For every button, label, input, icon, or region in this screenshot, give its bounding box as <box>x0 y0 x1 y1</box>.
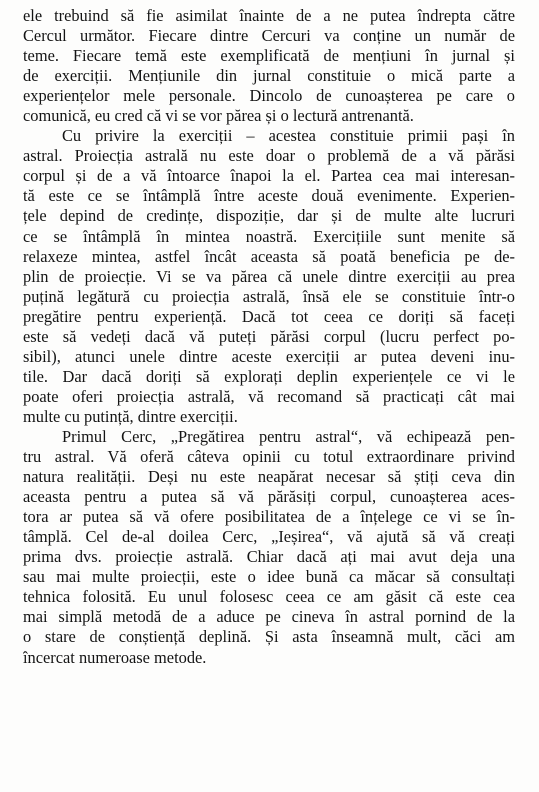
text-line: tora ar putea să vă ofere posibilitatea de a înțelege ce vi se în- <box>23 507 515 527</box>
paragraph <box>23 126 515 427</box>
text-line: țele depind de credințe, dispoziție, dar și de multe alte lucruri <box>23 206 515 226</box>
text-line: mai simplă metodă de a aduce pe cineva în astral pornind de la <box>23 607 515 627</box>
text-line: prima dvs. proiecție astrală. Chiar dacă ați mai avut deja una <box>23 547 515 567</box>
text-line: multe cu putință, dintre exerciții. <box>23 406 238 426</box>
text-line: sau mai multe proiecții, este o idee bună ca măcar să consultați <box>23 567 515 587</box>
text-line: comunică, eu cred că vi se vor părea și o lectură antrenantă. <box>23 106 414 126</box>
text-line: relaxeze mintea, astfel încât aceasta să poată beneficia pe de- <box>23 246 515 266</box>
text-line: Cercul următor. Fiecare dintre Cercuri va conține un număr de <box>23 26 515 46</box>
text-line: tru astral. Vă oferă câteva opinii cu totul extraordinare privind <box>23 447 515 467</box>
text-line: pregătire pentru experiență. Dacă tot ceea ce doriți să faceți <box>23 306 515 326</box>
text-line: plin de proiecție. Vi se va părea că unele dintre exerciții au prea <box>23 266 515 286</box>
text-line: poate oferi proiecția astrală, vă recomand să practicați cât mai <box>23 386 515 406</box>
text-line: aceasta pentru a putea să vă părăsiți corpul, cunoașterea aces- <box>23 487 515 507</box>
text-line: Primul Cerc, „Pregătirea pentru astral“, vă echipează pen- <box>62 426 515 446</box>
text-line: tă este ce se întâmplă între aceste două evenimente. Experien- <box>23 186 515 206</box>
text-line: astral. Proiecția astrală nu este doar o problemă de a vă părăsi <box>23 146 515 166</box>
text-line: corpul și de a vă întoarce înapoi la el. Partea cea mai interesan- <box>23 166 515 186</box>
page-body-text <box>23 6 515 668</box>
text-line: este să vedeți dacă vă puteți părăsi corpul (lucru perfect po- <box>23 326 515 346</box>
text-line: încercat numeroase metode. <box>23 647 207 667</box>
text-line: o stare de conștiență deplină. Și asta înseamnă mult, căci am <box>23 627 515 647</box>
paragraph <box>23 427 515 668</box>
text-line: ele trebuind să fie asimilat înainte de a ne putea îndrepta către <box>23 6 515 25</box>
text-line: tile. Dar dacă doriți să explorați deplin experiențele ce vi le <box>23 366 515 386</box>
text-line: teme. Fiecare temă este exemplificată de mențiuni în jurnal și <box>23 46 515 66</box>
text-line: sibil), atunci unele dintre aceste exerciții ar putea deveni inu- <box>23 346 515 366</box>
text-line: experiențelor mele personale. Dincolo de cunoașterea pe care o <box>23 86 515 106</box>
text-line: ce se întâmplă în mintea noastră. Exercițiile sunt menite să <box>23 226 515 246</box>
text-line: tehnica folosită. Eu unul folosesc ceea ce am găsit că este cea <box>23 587 515 607</box>
text-line: de exerciții. Mențiunile din jurnal constituie o mică parte a <box>23 66 515 86</box>
text-line: puțină legătură cu proiecția astrală, însă ele se constituie într-o <box>23 286 515 306</box>
text-line: Cu privire la exerciții – acestea constituie primii pași în <box>62 126 515 146</box>
text-line: tâmplă. Cel de-al doilea Cerc, „Ieșirea“, vă ajută să vă creați <box>23 527 515 547</box>
paragraph <box>23 6 515 126</box>
text-line: natura realității. Deși nu este neapărat necesar să știți ceva din <box>23 467 515 487</box>
